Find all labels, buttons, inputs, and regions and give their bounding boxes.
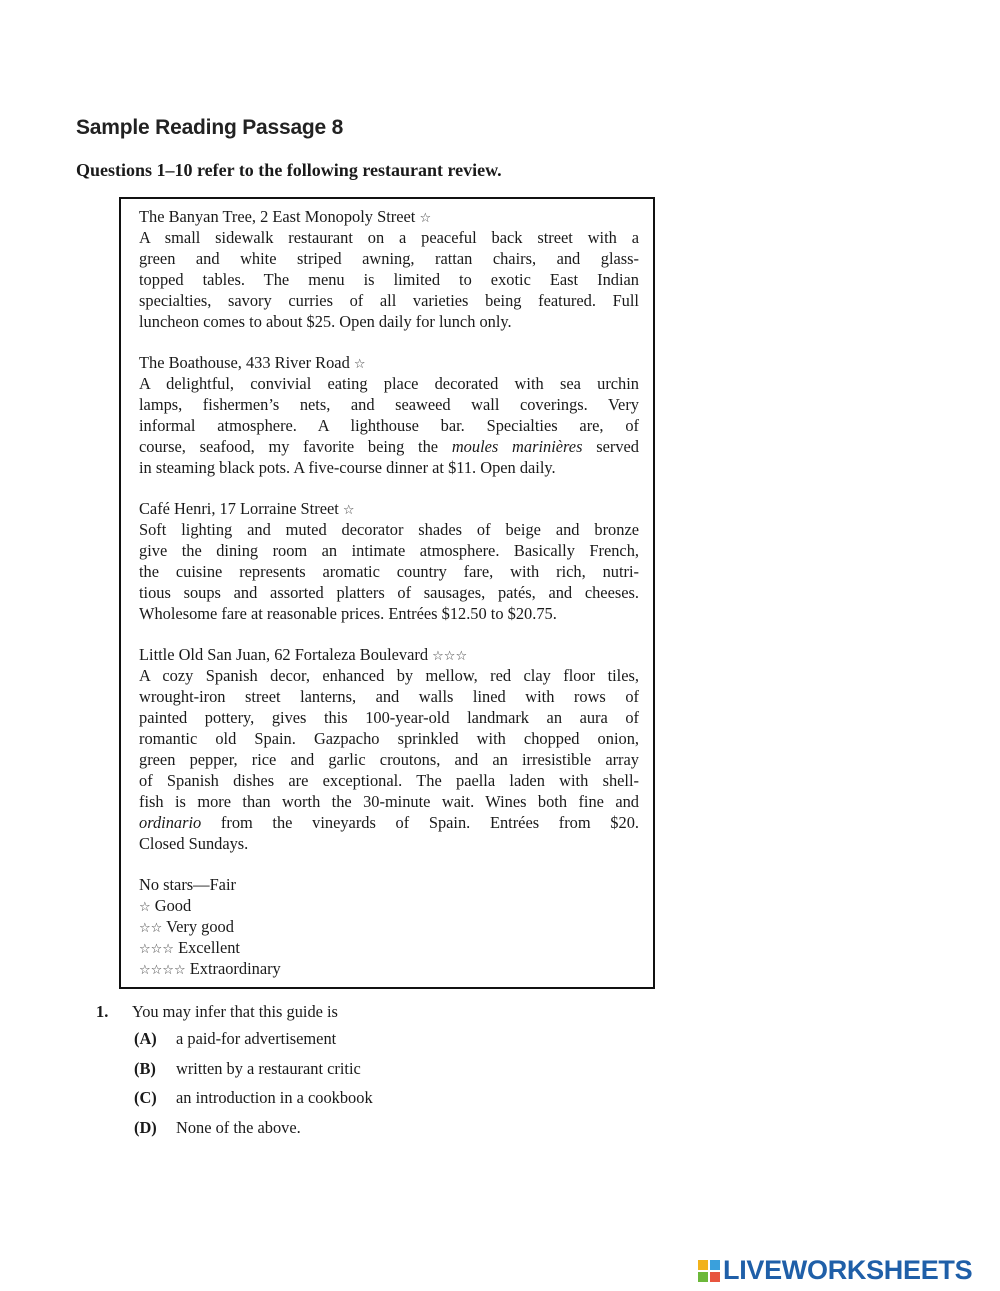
review-line: the cuisine represents aromatic country fare, with rich, nutri- (139, 562, 639, 581)
review-line: fish is more than worth the 30-minute wait. Wines both fine and (139, 792, 639, 811)
review-line: luncheon comes to about $25. Open daily for lunch only. (139, 312, 512, 331)
option-text: a paid-for advertisement (176, 1029, 337, 1048)
legend-item (139, 958, 653, 979)
restaurant-name: Café Henri, 17 Lorraine Street (139, 499, 339, 518)
legend-label: Very good (166, 917, 234, 936)
instructions: Questions 1–10 refer to the following restaurant review. (76, 160, 502, 180)
star-rating-icon: ☆☆☆ (432, 649, 468, 664)
review-line: A small sidewalk restaurant on a peaceful back street with a (139, 228, 639, 247)
legend-item (139, 874, 653, 895)
liveworksheets-logo[interactable] (697, 1255, 972, 1286)
legend-item (139, 895, 653, 916)
review-box (119, 197, 655, 989)
page-title: Sample Reading Passage 8 (76, 116, 344, 139)
review-line: green and white striped awning, rattan chairs, and glass- (139, 249, 639, 268)
restaurant-name: The Boathouse, 433 River Road (139, 353, 350, 372)
review-boathouse (139, 352, 653, 478)
restaurant-name: The Banyan Tree, 2 East Monopoly Street (139, 207, 416, 226)
review-line: painted pottery, gives this 100-year-old landmark an aura of (139, 708, 639, 727)
review-line: ordinario from the vineyards of Spain. Entrées from $20. (139, 813, 639, 832)
star-icon: ☆ (139, 900, 151, 915)
answer-option-c[interactable] (134, 1088, 373, 1108)
option-letter: (A) (134, 1029, 157, 1048)
review-banyan-tree (139, 206, 653, 332)
review-line: A cozy Spanish decor, enhanced by mellow, red clay floor tiles, (139, 666, 639, 685)
review-line: lamps, fishermen’s nets, and seaweed wall coverings. Very (139, 395, 639, 414)
option-letter: (D) (134, 1118, 157, 1137)
review-heading (139, 206, 653, 227)
review-line: informal atmosphere. A lighthouse bar. Specialties are, of (139, 416, 639, 435)
review-line: specialties, savory curries of all varieties being featured. Full (139, 291, 639, 310)
review-heading (139, 498, 653, 519)
legend-item (139, 916, 653, 937)
star-icon: ☆☆☆ (139, 942, 174, 957)
option-text: an introduction in a cookbook (176, 1088, 373, 1107)
star-rating-icon: ☆ (419, 211, 432, 226)
option-text: None of the above. (176, 1118, 301, 1137)
review-line: Wholesome fare at reasonable prices. Entrées $12.50 to $20.75. (139, 604, 557, 623)
review-line: give the dining room an intimate atmosphere. Basically French, (139, 541, 639, 560)
review-line: course, seafood, my favorite being the moules marinières served (139, 437, 639, 456)
answer-option-b[interactable] (134, 1059, 361, 1079)
italic-dish-name: moules marinières (451, 437, 583, 456)
review-line: romantic old Spain. Gazpacho sprinkled with chopped onion, (139, 729, 639, 748)
answer-option-d[interactable] (134, 1118, 301, 1138)
logo-text: LIVEWORKSHEETS (723, 1255, 973, 1285)
question-number: 1. (96, 1002, 109, 1021)
review-line: green pepper, rice and garlic croutons, and an irresistible array (139, 750, 639, 769)
question-text: You may infer that this guide is (132, 1002, 338, 1021)
review-line: Soft lighting and muted decorator shades of beige and bronze (139, 520, 639, 539)
option-text: written by a restaurant critic (176, 1059, 361, 1078)
legend-label: Extraordinary (189, 959, 281, 978)
review-little-old-san-juan (139, 644, 653, 854)
review-line: A delightful, convivial eating place decorated with sea urchin (139, 374, 639, 393)
star-icon: ☆☆☆☆ (139, 963, 186, 978)
answer-option-a[interactable] (134, 1029, 336, 1049)
italic-word: ordinario (139, 813, 202, 832)
legend-item (139, 937, 653, 958)
restaurant-name: Little Old San Juan, 62 Fortaleza Boulevard (139, 645, 429, 664)
star-rating-icon: ☆ (353, 357, 366, 372)
liveworksheets-logo-icon (697, 1259, 721, 1283)
option-letter: (C) (134, 1088, 157, 1107)
legend-label: Excellent (178, 938, 240, 957)
review-line: in steaming black pots. A five-course dinner at $11. Open daily. (139, 458, 556, 477)
option-letter: (B) (134, 1059, 156, 1078)
legend-label: No stars—Fair (139, 875, 236, 894)
review-line: tious soups and assorted platters of sausages, patés, and cheeses. (139, 583, 639, 602)
review-line: Closed Sundays. (139, 834, 249, 853)
review-line: wrought-iron street lanterns, and walls lined with rows of (139, 687, 639, 706)
review-heading (139, 352, 653, 373)
star-icon: ☆☆ (139, 921, 163, 936)
review-cafe-henri (139, 498, 653, 624)
star-rating-icon: ☆ (342, 503, 355, 518)
review-line: of Spanish dishes are exceptional. The paella laden with shell- (139, 771, 639, 790)
legend-label: Good (154, 896, 192, 915)
review-line: topped tables. The menu is limited to exotic East Indian (139, 270, 639, 289)
review-heading (139, 644, 653, 665)
rating-legend (139, 874, 653, 979)
